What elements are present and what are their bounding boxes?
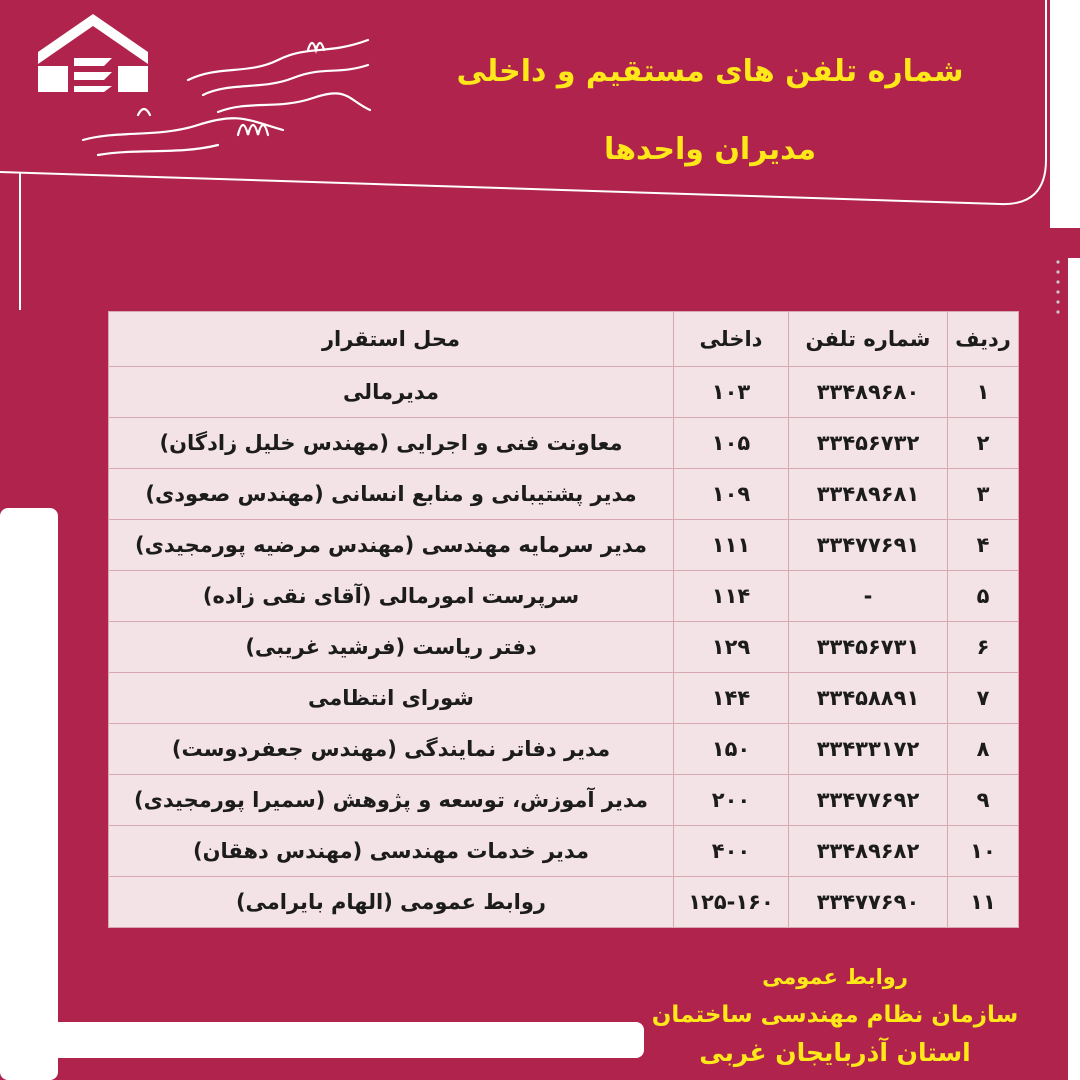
column-header-phone: شماره تلفن	[789, 312, 948, 367]
cell-extension: ۱۵۰	[674, 724, 789, 775]
cell-extension: ۱۲۵-۱۶۰	[674, 877, 789, 928]
footer-credit	[650, 958, 1020, 1072]
cell-index: ۷	[948, 673, 1019, 724]
cell-phone: ۳۳۴۸۹۶۸۱	[789, 469, 948, 520]
cell-index: ۱۱	[948, 877, 1019, 928]
cell-phone: ۳۳۴۷۷۶۹۱	[789, 520, 948, 571]
table-row	[109, 673, 1019, 724]
cell-extension: ۱۴۴	[674, 673, 789, 724]
table-row	[109, 571, 1019, 622]
cell-phone: ۳۳۴۵۶۷۳۱	[789, 622, 948, 673]
cell-location: معاونت فنی و اجرایی (مهندس خلیل زادگان)	[109, 418, 674, 469]
footer-line1: روابط عمومی	[762, 965, 908, 989]
cell-extension: ۱۰۹	[674, 469, 789, 520]
cell-location: مدیر دفاتر نمایندگی (مهندس جعفردوست)	[109, 724, 674, 775]
table-row	[109, 826, 1019, 877]
page-title-line1: شماره تلفن های مستقیم و داخلی	[456, 54, 964, 89]
cell-phone: ۳۳۴۳۳۱۷۲	[789, 724, 948, 775]
cell-location: مدیر خدمات مهندسی (مهندس دهقان)	[109, 826, 674, 877]
cell-phone: ۳۳۴۷۷۶۹۰	[789, 877, 948, 928]
cell-index: ۹	[948, 775, 1019, 826]
table-row	[109, 418, 1019, 469]
cell-extension: ۲۰۰	[674, 775, 789, 826]
cell-index: ۲	[948, 418, 1019, 469]
cell-extension: ۱۲۹	[674, 622, 789, 673]
cell-location: مدیرمالی	[109, 367, 674, 418]
cell-index: ۴	[948, 520, 1019, 571]
footer-line3: استان آذربایجان غربی	[699, 1038, 971, 1067]
cell-location: مدیر پشتیبانی و منابع انسانی (مهندس صعودی)	[109, 469, 674, 520]
cell-location: شورای انتظامی	[109, 673, 674, 724]
table-row	[109, 469, 1019, 520]
column-header-extension: داخلی	[674, 312, 789, 367]
phone-directory-table	[108, 311, 1019, 928]
table-row	[109, 367, 1019, 418]
column-header-index: ردیف	[948, 312, 1019, 367]
cell-location: سرپرست امورمالی (آقای نقی زاده)	[109, 571, 674, 622]
cell-index: ۱	[948, 367, 1019, 418]
cell-index: ۶	[948, 622, 1019, 673]
cell-location: دفتر ریاست (فرشید غریبی)	[109, 622, 674, 673]
cell-phone: ۳۳۴۵۸۸۹۱	[789, 673, 948, 724]
table-row	[109, 877, 1019, 928]
column-header-location: محل استقرار	[109, 312, 674, 367]
table-row	[109, 775, 1019, 826]
cell-extension: ۱۱۱	[674, 520, 789, 571]
cell-extension: ۱۰۳	[674, 367, 789, 418]
organization-signature	[78, 20, 378, 170]
footer-line2: سازمان نظام مهندسی ساختمان	[651, 1002, 1019, 1028]
table-row	[109, 520, 1019, 571]
cell-index: ۸	[948, 724, 1019, 775]
cell-phone: ۳۳۴۸۹۶۸۰	[789, 367, 948, 418]
table-row	[109, 622, 1019, 673]
cell-extension: ۱۱۴	[674, 571, 789, 622]
cell-phone: ۳۳۴۵۶۷۳۲	[789, 418, 948, 469]
page-title-line2: مدیران واحدها	[603, 132, 817, 167]
cell-phone: ۳۳۴۷۷۶۹۲	[789, 775, 948, 826]
table-row	[109, 724, 1019, 775]
cell-index: ۵	[948, 571, 1019, 622]
cell-location: مدیر سرمایه مهندسی (مهندس مرضیه پورمجیدی)	[109, 520, 674, 571]
cell-index: ۳	[948, 469, 1019, 520]
cell-extension: ۴۰۰	[674, 826, 789, 877]
cell-extension: ۱۰۵	[674, 418, 789, 469]
table-header-row	[109, 312, 1019, 367]
cell-phone: -	[789, 571, 948, 622]
cell-phone: ۳۳۴۸۹۶۸۲	[789, 826, 948, 877]
cell-location: روابط عمومی (الهام بایرامی)	[109, 877, 674, 928]
cell-location: مدیر آموزش، توسعه و پژوهش (سمیرا پورمجیدی)	[109, 775, 674, 826]
cell-index: ۱۰	[948, 826, 1019, 877]
